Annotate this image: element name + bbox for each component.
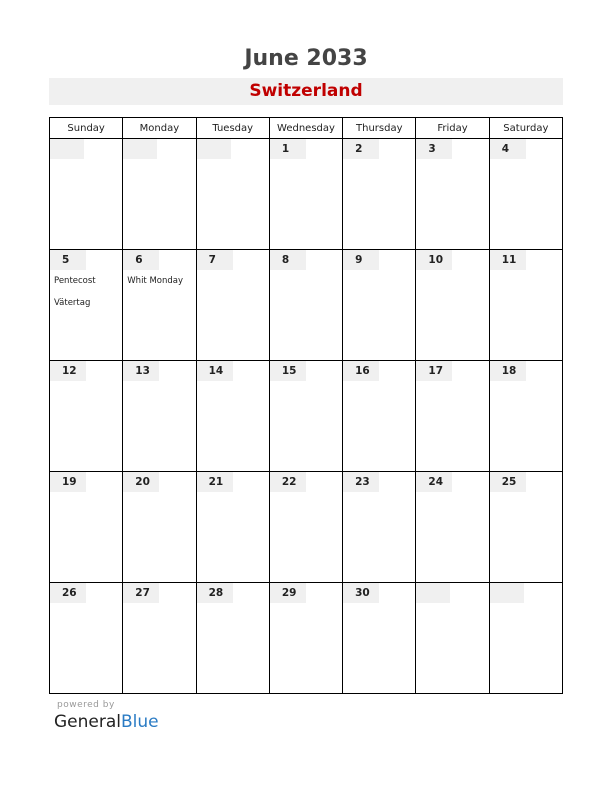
- empty-day-cell: [50, 139, 123, 250]
- day-number: 30: [343, 583, 379, 603]
- brand-general: General: [54, 712, 121, 732]
- day-number: 19: [50, 472, 86, 492]
- powered-by-label: powered by: [57, 700, 115, 710]
- day-number: 5: [50, 250, 86, 270]
- day-number: 12: [50, 361, 86, 381]
- day-number: 20: [123, 472, 159, 492]
- day-cell-24: [416, 472, 489, 583]
- day-number: 3: [416, 139, 452, 159]
- day-number: 14: [197, 361, 233, 381]
- day-number: 21: [197, 472, 233, 492]
- day-number: [197, 139, 231, 159]
- holiday-event: Pentecost: [54, 276, 96, 286]
- holiday-event: Vätertag: [54, 298, 91, 308]
- day-cell-16: [343, 361, 416, 472]
- weekday-header-wednesday: Wednesday: [269, 118, 342, 139]
- day-number: 7: [197, 250, 233, 270]
- day-number: 13: [123, 361, 159, 381]
- day-cell-11: [489, 250, 562, 361]
- day-number: [50, 139, 84, 159]
- day-cell-9: [343, 250, 416, 361]
- day-cell-18: [489, 361, 562, 472]
- weekday-header-monday: Monday: [123, 118, 196, 139]
- day-number: 16: [343, 361, 379, 381]
- day-number: 11: [490, 250, 526, 270]
- day-number: 10: [416, 250, 452, 270]
- day-cell-2: [343, 139, 416, 250]
- day-number: 9: [343, 250, 379, 270]
- day-cell-29: [269, 583, 342, 694]
- empty-day-cell: [196, 139, 269, 250]
- day-number: [123, 139, 157, 159]
- day-number: 27: [123, 583, 159, 603]
- day-cell-15: [269, 361, 342, 472]
- week-row: [50, 139, 563, 250]
- holiday-event: Whit Monday: [127, 276, 184, 286]
- day-cell-21: [196, 472, 269, 583]
- country-name: Switzerland: [249, 81, 363, 101]
- day-cell-7: [196, 250, 269, 361]
- day-cell-22: [269, 472, 342, 583]
- day-cell-30: [343, 583, 416, 694]
- day-cell-25: [489, 472, 562, 583]
- day-cell-14: [196, 361, 269, 472]
- day-number: 1: [270, 139, 306, 159]
- brand-blue: Blue: [121, 712, 159, 732]
- day-number: 4: [490, 139, 526, 159]
- day-number: 26: [50, 583, 86, 603]
- calendar-title: June 2033: [244, 46, 368, 71]
- day-number: 28: [197, 583, 233, 603]
- day-number: 2: [343, 139, 379, 159]
- week-row: [50, 361, 563, 472]
- day-cell-26: [50, 583, 123, 694]
- calendar-grid: [49, 117, 563, 694]
- day-number: 24: [416, 472, 452, 492]
- day-cell-13: [123, 361, 196, 472]
- week-row: [50, 472, 563, 583]
- day-number: [490, 583, 524, 603]
- day-number: 17: [416, 361, 452, 381]
- day-number: 22: [270, 472, 306, 492]
- day-cell-12: [50, 361, 123, 472]
- day-cell-19: [50, 472, 123, 583]
- day-cell-27: [123, 583, 196, 694]
- day-cell-3: [416, 139, 489, 250]
- day-number: 25: [490, 472, 526, 492]
- day-number: [416, 583, 450, 603]
- empty-day-cell: [123, 139, 196, 250]
- day-cell-8: [269, 250, 342, 361]
- day-cell-23: [343, 472, 416, 583]
- generalblue-logo[interactable]: [54, 712, 159, 732]
- day-cell-5: [50, 250, 123, 361]
- day-number: 15: [270, 361, 306, 381]
- empty-day-cell: [489, 583, 562, 694]
- day-number: 6: [123, 250, 159, 270]
- day-cell-6: [123, 250, 196, 361]
- day-cell-17: [416, 361, 489, 472]
- weekday-header-saturday: Saturday: [489, 118, 562, 139]
- weekday-header-friday: Friday: [416, 118, 489, 139]
- week-row: [50, 583, 563, 694]
- week-row: [50, 250, 563, 361]
- empty-day-cell: [416, 583, 489, 694]
- weekday-header-tuesday: Tuesday: [196, 118, 269, 139]
- day-number: 8: [270, 250, 306, 270]
- day-cell-4: [489, 139, 562, 250]
- day-cell-28: [196, 583, 269, 694]
- weekday-header-sunday: Sunday: [50, 118, 123, 139]
- weekday-header-thursday: Thursday: [343, 118, 416, 139]
- day-number: 18: [490, 361, 526, 381]
- day-cell-1: [269, 139, 342, 250]
- day-number: 23: [343, 472, 379, 492]
- day-number: 29: [270, 583, 306, 603]
- day-cell-10: [416, 250, 489, 361]
- day-cell-20: [123, 472, 196, 583]
- country-banner: [49, 78, 563, 105]
